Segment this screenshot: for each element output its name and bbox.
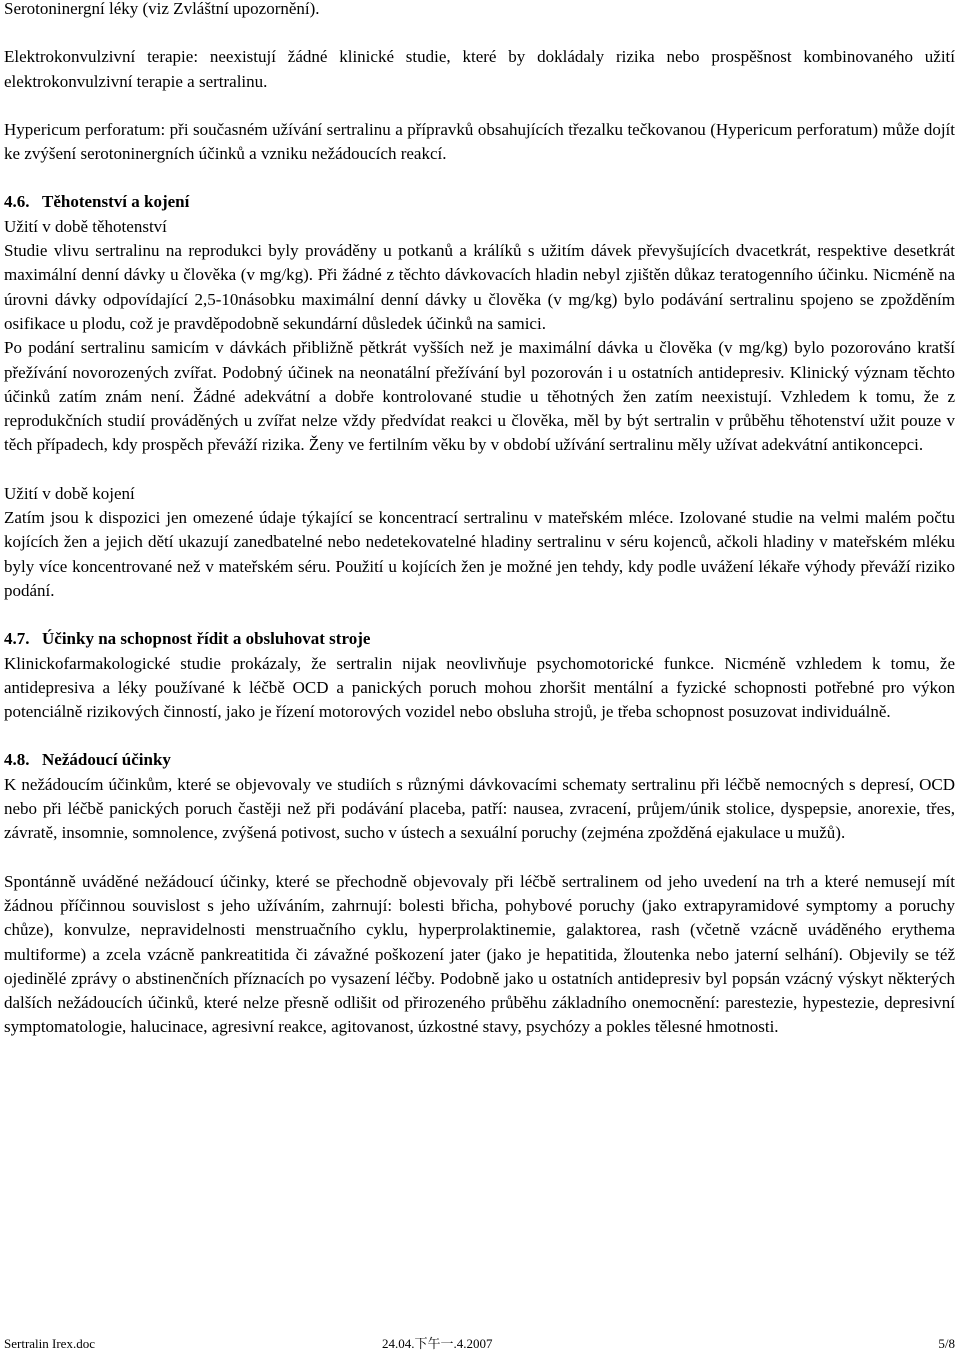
section-title: Těhotenství a kojení (42, 192, 190, 212)
document-body (4, 0, 955, 1040)
section-heading-4-6 (4, 190, 955, 214)
footer-date: 24.04.下午一.4.2007 (382, 1336, 493, 1351)
section-heading-4-8 (4, 748, 955, 772)
section-heading-4-7 (4, 627, 955, 651)
paragraph-pregnancy-risk: Po podání sertralinu samicím v dávkách přibližně pětkrát vyšších než je maximální dávka u člověka (v mg/kg) bylo pozorováno kratší přežívání novorozených zvířat. Podobný účinek na neonatální přežívání byl pozorován i u ostatních antidepresiv. Klinický význam těchto účinků zatím znám není. Žádné adekvátní a dobře kontrolované studie u těhotných žen zatím neexistují. Vzhledem k tomu, že z reprodukčních studií prováděných u zvířat nelze vždy předvídat reakci u člověka, měl by být sertralin v průběhu těhotenství užit pouze v těch případech, kdy prospěch převáží rizika. Ženy ve fertilním věku by v období užívání sertralinu měly užívat adekvátní antikoncepci. (4, 338, 955, 455)
section-title: Účinky na schopnost řídit a obsluhovat stroje (42, 629, 371, 649)
paragraph-adverse-effects: K nežádoucím účinkům, které se objevovaly ve studiích s různými dávkovacími schematy sertralinu při léčbě nemocných s depresí, OCD nebo při léčbě panických poruch častěji než při podávání placeba, patří: nausea, zvracení, průjem/únik stolice, dyspepsie, anorexie, třes, závratě, insomnie, somnolence, zvýšená potivost, sucho v ústech a sexuální poruchy (zejména zpožděná ejakulace u mužů). (4, 774, 955, 843)
footer-page-number: 5/8 (938, 1336, 955, 1351)
section-number: 4.6. (4, 192, 30, 212)
section-number: 4.8. (4, 750, 30, 770)
subheading-lactation: Užití v době kojení (4, 483, 135, 503)
section-number: 4.7. (4, 629, 30, 649)
subheading-pregnancy: Užití v době těhotenství (4, 216, 167, 236)
paragraph-hypericum: Hypericum perforatum: při současném užívání sertralinu a přípravků obsahujících třezalku tečkovanou (Hypericum perforatum) může dojít ke zvýšení serotoninergních účinků a vzniku nežádoucích reakcí. (4, 119, 955, 164)
paragraph-lactation: Zatím jsou k dispozici jen omezené údaje týkající se koncentrací sertralinu v mateřském mléce. Izolované studie na velmi malém počtu kojících žen a jejich dětí ukazují zanedbatelné nebo nedetekovatelné hladiny sertralinu v séru kojenců, ačkoli hladiny v mateřském mléku byly více koncentrované než v mateřském séru. Použití u kojících žen je možné jen tehdy, kdy podle uvážení lékaře výhody převáží riziko podání. (4, 508, 955, 600)
paragraph-reproduction-studies: Studie vlivu sertralinu na reprodukci byly prováděny u potkanů a králíků s užitím dávek převyšujících dvacetkrát, respektive desetkrát maximální denní dávky u člověka (v mg/kg). Při žádné z těchto dávkovacích hladin nebyl zjištěn důkaz teratogenního účinku. Nicméně na úrovni dávky odpovídající 2,5-10násobku maximální denní dávky u člověka (v mg/kg) bylo podávání sertralinu spojeno se zpožděním osifikace u plodu, což je pravděpodobně sekundární důsledek účinků na samici. (4, 241, 955, 333)
section-title: Nežádoucí účinky (42, 750, 171, 770)
paragraph-serotonin: Serotoninergní léky (viz Zvláštní upozornění). (4, 0, 320, 18)
page-footer (4, 1335, 955, 1353)
paragraph-ect: Elektrokonvulzivní terapie: neexistují žádné klinické studie, které by dokládaly rizika nebo prospěšnost kombinovaného užití elektrokonvulzivní terapie a sertralinu. (4, 47, 955, 91)
paragraph-driving: Klinickofarmakologické studie prokázaly, že sertralin nijak neovlivňuje psychomotorické funkce. Nicméně vzhledem k tomu, že antidepresiva a léky používané k léčbě OCD a panických poruch mohou zhoršit mentální a fyzické schopnosti potřebné pro výkon potenciálně rizikových činností, jako je řízení motorových vozidel nebo obsluha strojů, je třeba schopnost posuzovat individuálně. (4, 653, 955, 722)
footer-filename: Sertralin Irex.doc (4, 1336, 95, 1351)
paragraph-spontaneous-reports: Spontánně uváděné nežádoucí účinky, které se přechodně objevovaly při léčbě sertralinem od jeho uvedení na trh a které nemusejí mít žádnou příčinnou souvislost s jeho užíváním, zahrnují: bolesti břicha, pohybové poruchy (jako extrapyramidové symptomy a poruchy chůze), konvulze, nepravidelnosti menstruačního cyklu, hyperprolaktinemie, galaktorea, rash (včetně vzácně uváděného erythema multiforme) a zcela vzácně pankreatitida či závažné poškození jater (jako je hepatitida, žloutenka nebo jaterní selhání). Objevily se též ojedinělé zprávy o abstinenčních příznacích po vysazení léčby. Podobně jako u ostatních antidepresiv byl popsán vzácný výskyt některých dalších nežádoucích účinků, které nelze přesně odlišit od přirozeného průběhu základního onemocnění: parestezie, hypestezie, depresivní symptomatologie, halucinace, agresivní reakce, agitovanost, úzkostné stavy, psychózy a pokles tělesné hmotnosti. (4, 871, 955, 1037)
